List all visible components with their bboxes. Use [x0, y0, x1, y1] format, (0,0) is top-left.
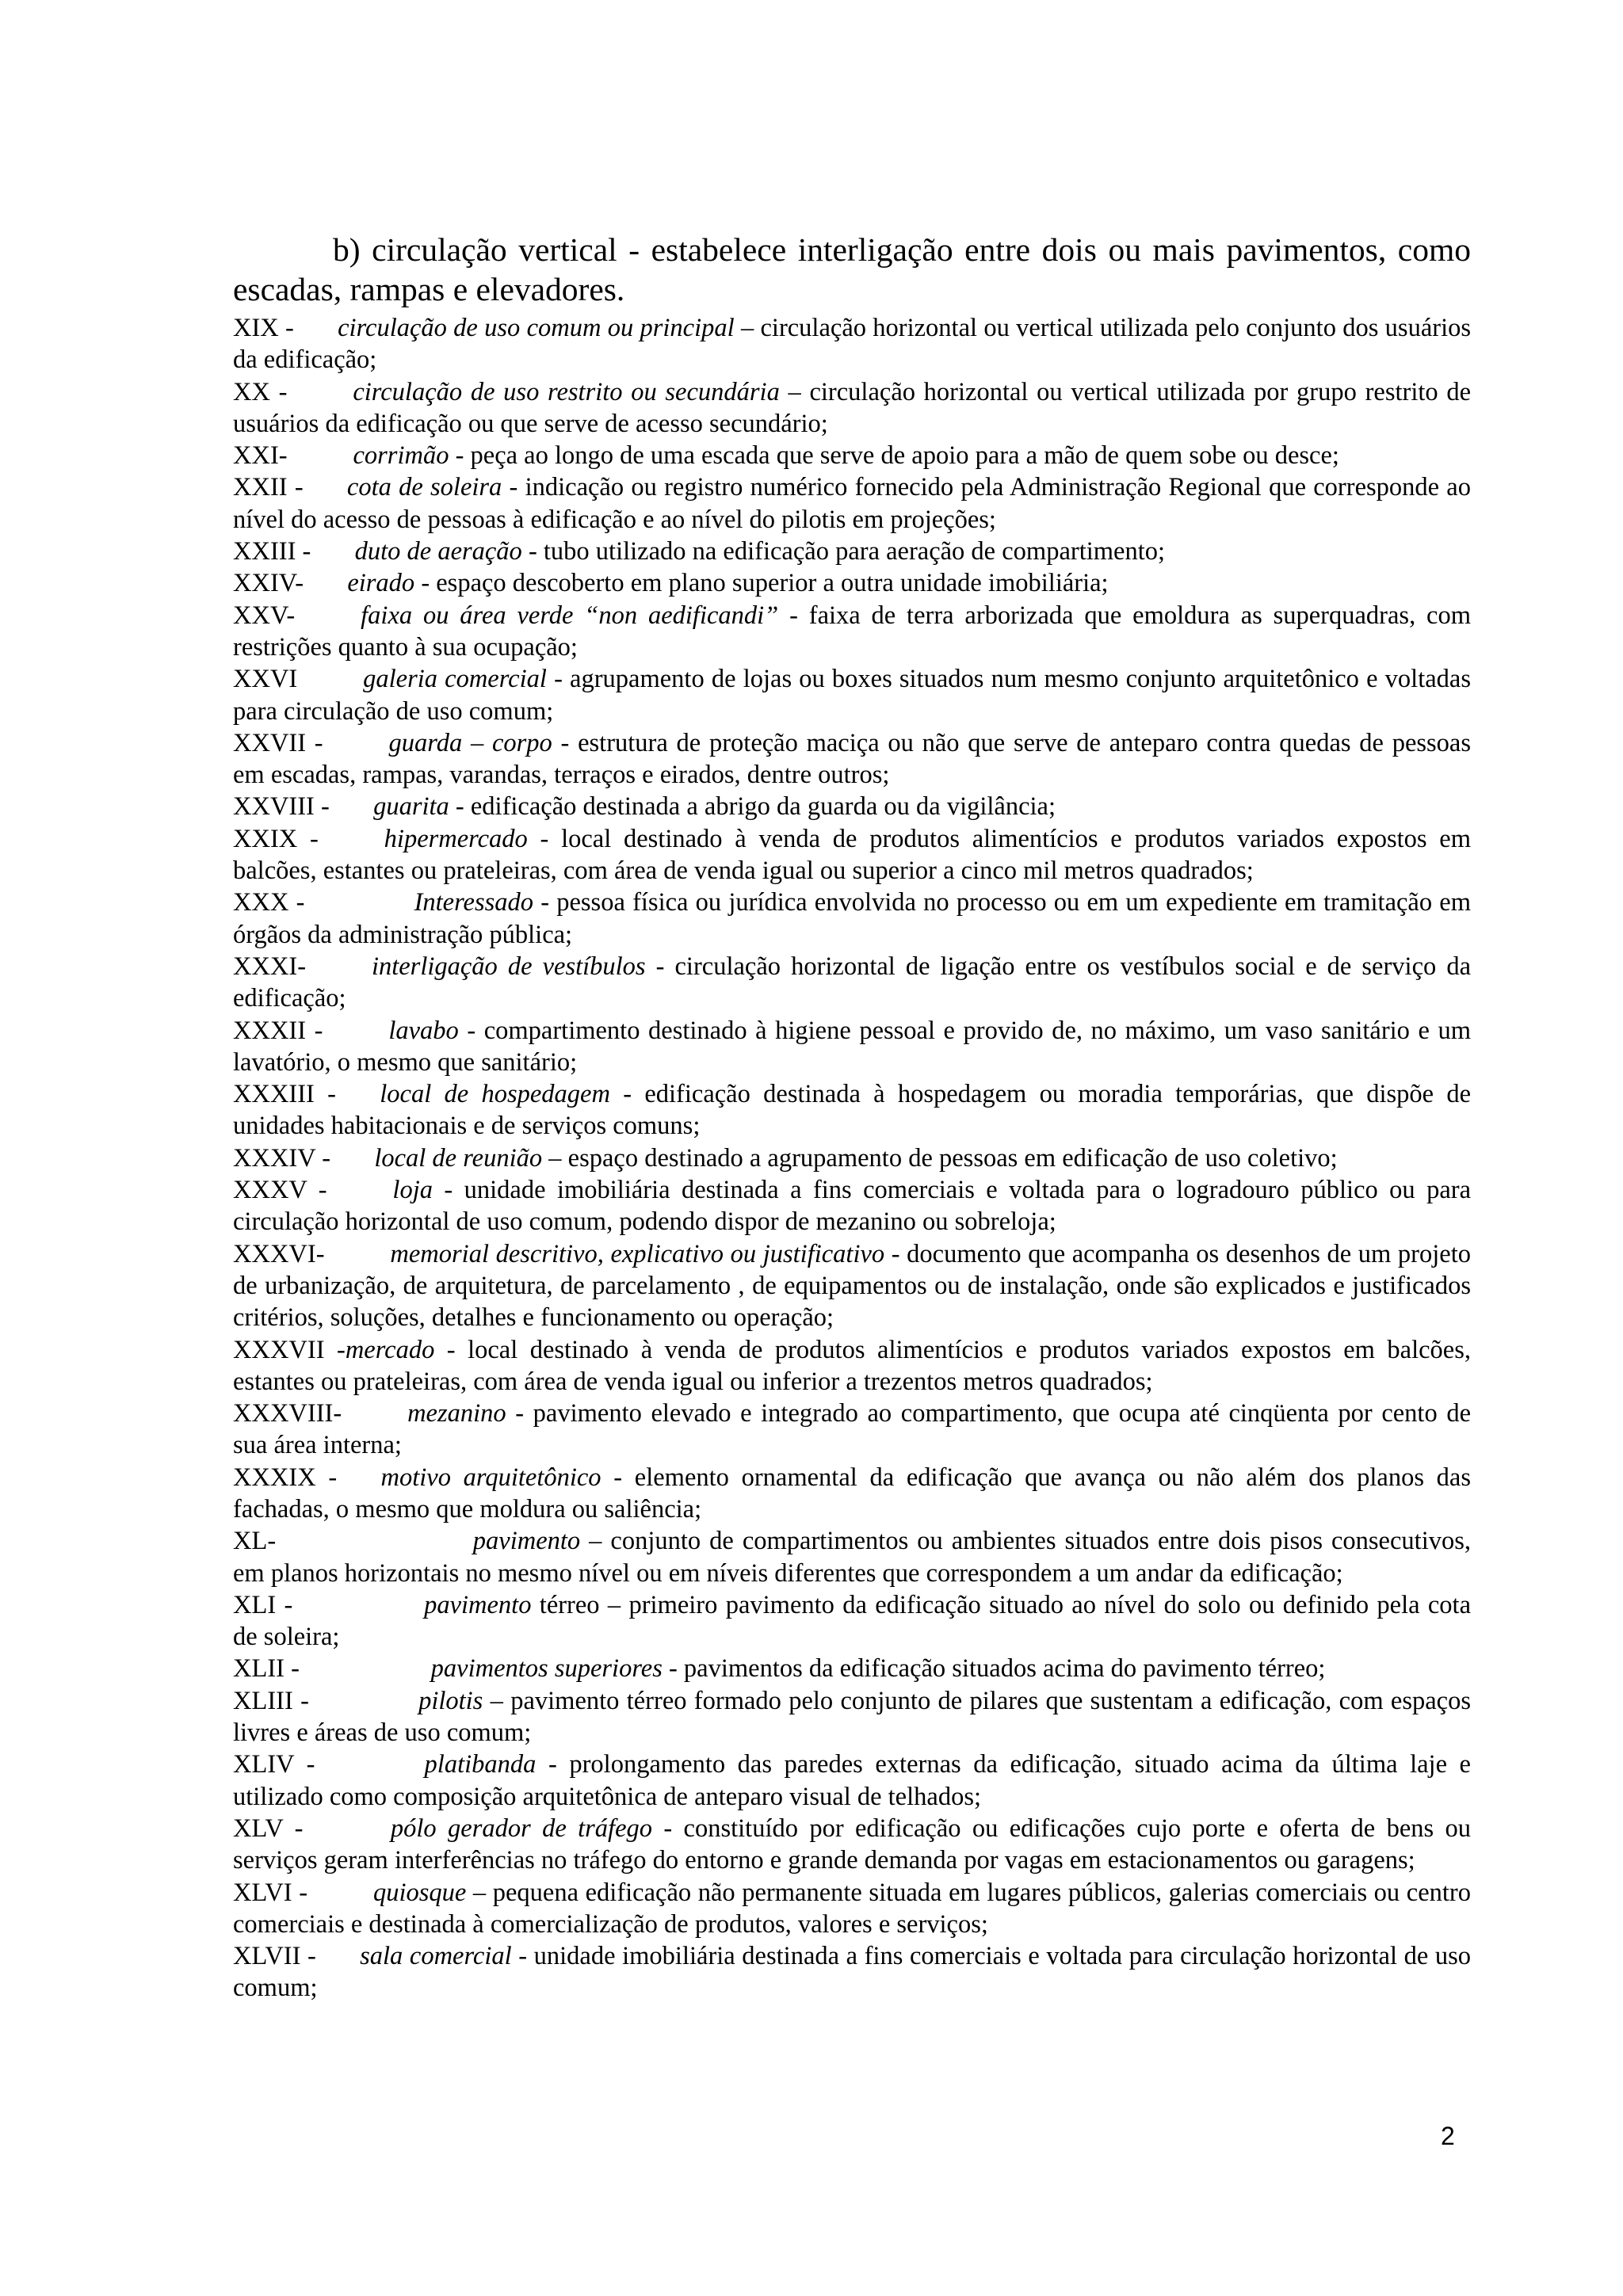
definition-term: interligação de vestíbulos: [371, 952, 646, 981]
definition-text: - estrutura de proteção maciça ou não que serve de anteparo contra quedas de pessoas em escadas, rampas, varandas, terraços e eirados, dentre outros;: [233, 728, 1471, 790]
definition-term: galeria comercial: [363, 665, 547, 694]
definitions-list: [233, 312, 1471, 2004]
definition-text: - pavimento elevado e integrado ao compartimento, que ocupa até cinqüenta por cento de sua área interna;: [233, 1399, 1471, 1460]
definition-item: [233, 536, 1471, 567]
definition-item: [233, 600, 1471, 664]
definition-term: quiosque: [372, 1878, 467, 1907]
definition-number: XLII -: [233, 1654, 300, 1684]
definition-number: XXII -: [233, 473, 304, 502]
definition-item: [233, 823, 1471, 887]
definition-item: [233, 887, 1471, 951]
definition-text: - edificação destinada à hospedagem ou moradia temporárias, que dispõe de unidades habitacionais e de serviços comuns;: [233, 1080, 1472, 1141]
definition-item: [233, 1653, 1471, 1684]
definition-term: pavimento: [472, 1527, 581, 1556]
definition-number: XXXIX -: [233, 1463, 338, 1492]
definition-number: XLIII -: [233, 1686, 309, 1715]
definition-term: motivo arquitetônico: [380, 1463, 601, 1492]
definition-number: XXXIV -: [233, 1143, 331, 1173]
definition-number: XLVII -: [233, 1942, 316, 1971]
definition-term: guarita: [373, 792, 449, 822]
definition-text: – pequena edificação não permanente situada em lugares públicos, galerias comerciais ou centro comerciais e destinada à comercialização de produtos, valores e serviços;: [233, 1878, 1471, 1939]
document-body: [233, 230, 1471, 2004]
intro-paragraph: b) circulação vertical - estabelece interligação entre dois ou mais pavimentos, como escadas, rampas e elevadores.: [233, 231, 1471, 307]
definition-number: XXVIII -: [233, 792, 330, 822]
page-number: 2: [1441, 2122, 1455, 2150]
definition-term: pavimentos superiores: [430, 1654, 663, 1684]
definition-item: [233, 1685, 1471, 1749]
definition-text: - local destinado à venda de produtos alimentícios e produtos variados expostos em balcões, estantes ou prateleiras, com área de venda igual ou inferior a trezentos metros quadrados;: [233, 1335, 1471, 1396]
definition-term: memorial descritivo, explicativo ou justificativo: [390, 1239, 885, 1268]
definition-number: XX -: [233, 377, 288, 406]
definition-text: - faixa de terra arborizada que emoldura as superquadras, com restrições quanto à sua ocupação;: [233, 601, 1471, 662]
definition-item: [233, 1015, 1471, 1079]
definition-item: [233, 1398, 1471, 1462]
definition-item: [233, 440, 1471, 471]
definition-item: [233, 1334, 1471, 1398]
definition-number: XXXIII -: [233, 1080, 336, 1109]
definition-number: XXXV -: [233, 1176, 327, 1205]
definition-term: mezanino: [407, 1399, 506, 1428]
definition-term: pilotis: [418, 1686, 483, 1715]
definition-text: – pavimento térreo formado pelo conjunto de pilares que sustentam a edificação, com espaços livres e áreas de uso comum;: [233, 1686, 1471, 1748]
definition-number: XXI-: [233, 441, 288, 471]
definition-number: XXX -: [233, 888, 305, 917]
definition-number: XXIII -: [233, 537, 311, 566]
definition-item: [233, 1174, 1471, 1238]
definition-term: Interessado: [414, 888, 534, 917]
definition-text: - tubo utilizado na edificação para aeração de compartimento;: [521, 537, 1166, 566]
definition-term: pavimento: [424, 1590, 532, 1619]
definition-item: [233, 1749, 1471, 1813]
definition-number: XL-: [233, 1527, 277, 1556]
definition-item: [233, 1238, 1471, 1334]
definition-number: XXXII -: [233, 1016, 323, 1045]
definition-item: [233, 1940, 1471, 2004]
definition-text: - local destinado à venda de produtos alimentícios e produtos variados expostos em balcões, estantes ou prateleiras, com área de venda igual ou superior a cinco mil metros quadrados;: [233, 824, 1471, 886]
definition-term: guarda – corpo: [388, 728, 552, 757]
definition-term: eirado: [347, 569, 415, 598]
definition-text: – conjunto de compartimentos ou ambientes situados entre dois pisos consecutivos, em planos horizontais no mesmo nível ou em níveis diferentes que correspondem a um andar da edificação;: [233, 1527, 1471, 1588]
definition-item: [233, 1813, 1471, 1877]
definition-text: - prolongamento das paredes externas da edificação, situado acima da última laje e utilizado como composição arquitetônica de anteparo visual de telhados;: [233, 1750, 1471, 1811]
definition-term: faixa ou área verde “non aedificandi”: [361, 601, 779, 630]
definition-text: - elemento ornamental da edificação que avança ou não além dos planos das fachadas, o mesmo que moldura ou saliência;: [233, 1463, 1471, 1524]
definition-number: XLIV -: [233, 1750, 315, 1779]
definition-item: [233, 376, 1471, 441]
definition-number: XLI -: [233, 1590, 293, 1619]
definition-item: [233, 663, 1471, 727]
definition-text: – espaço destinado a agrupamento de pessoas em edificação de uso coletivo;: [542, 1143, 1338, 1173]
definition-text: - peça ao longo de uma escada que serve de apoio para a mão de quem sobe ou desce;: [449, 441, 1339, 471]
definition-text: - edificação destinada a abrigo da guarda ou da vigilância;: [449, 792, 1056, 822]
definition-text: – circulação horizontal ou vertical utilizada por grupo restrito de usuários da edificação ou que serve de acesso secundário;: [233, 377, 1472, 438]
definition-text: - espaço descoberto em plano superior a outra unidade imobiliária;: [414, 569, 1109, 598]
definition-text: - constituído por edificação ou edificações cujo porte e oferta de bens ou serviços geram interferências no tráfego do entorno e grande demanda por vagas em estacionamentos ou garagens;: [233, 1814, 1471, 1875]
definition-term: local de hospedagem: [380, 1080, 610, 1109]
definition-item: [233, 567, 1471, 599]
definition-term: local de reunião: [374, 1143, 543, 1173]
definition-item: [233, 312, 1471, 376]
definition-text: - circulação horizontal de ligação entre os vestíbulos social e de serviço da edificação;: [233, 952, 1471, 1013]
definition-text: - indicação ou registro numérico fornecido pela Administração Regional que corresponde ao nível do acesso de pessoas à edificação e ao nível do pilotis em projeções;: [233, 473, 1471, 534]
definition-text: – circulação horizontal ou vertical utilizada pelo conjunto dos usuários da edificação;: [233, 314, 1471, 375]
definition-term: mercado: [345, 1335, 435, 1364]
definition-term: duto de aeração: [354, 537, 522, 566]
definition-item: [233, 471, 1471, 536]
definition-text: térreo – primeiro pavimento da edificação situado ao nível do solo ou definido pela cota de soleira;: [233, 1590, 1472, 1652]
definition-text: - documento que acompanha os desenhos de um projeto de urbanização, de arquitetura, de parcelamento , de equipamentos ou de instalação, onde são explicados e justificados critérios, soluções, detalhes e funcionamento ou operação;: [233, 1239, 1471, 1333]
definition-text: - agrupamento de lojas ou boxes situados num mesmo conjunto arquitetônico e voltadas para circulação de uso comum;: [233, 665, 1471, 726]
definition-number: XXXVII -: [233, 1335, 346, 1364]
definition-item: [233, 951, 1471, 1015]
definition-number: XXXVIII-: [233, 1399, 342, 1428]
definition-text: - unidade imobiliária destinada a fins comerciais e voltada para circulação horizontal de uso comum;: [233, 1942, 1471, 2003]
definition-item: [233, 1462, 1471, 1526]
definition-number: XLV -: [233, 1814, 304, 1843]
definition-text: - compartimento destinado à higiene pessoal e provido de, no máximo, um vaso sanitário e um lavatório, o mesmo que sanitário;: [233, 1016, 1471, 1077]
definition-term: pólo gerador de tráfego: [390, 1814, 653, 1843]
definition-number: XXVII -: [233, 728, 323, 757]
definition-number: XXVI: [233, 665, 298, 694]
definition-item: [233, 1078, 1471, 1142]
definition-term: hipermercado: [384, 824, 528, 853]
definition-term: loja: [392, 1176, 433, 1205]
definition-item: [233, 791, 1471, 822]
definition-term: cota de soleira: [346, 473, 502, 502]
definition-text: - pavimentos da edificação situados acima do pavimento térreo;: [662, 1654, 1326, 1684]
definition-number: XXIV-: [233, 569, 304, 598]
definition-item: [233, 1877, 1471, 1941]
definition-number: XXV-: [233, 601, 296, 630]
definition-term: platibanda: [424, 1750, 537, 1779]
definition-term: sala comercial: [360, 1942, 512, 1971]
definition-item: [233, 1589, 1471, 1653]
definition-item: [233, 1525, 1471, 1589]
definition-term: circulação de uso restrito ou secundária: [353, 377, 780, 406]
definition-term: corrimão: [353, 441, 449, 471]
definition-number: XLVI -: [233, 1878, 308, 1907]
definition-text: - pessoa física ou jurídica envolvida no processo ou em um expediente em tramitação em órgãos da administração pública;: [233, 888, 1472, 949]
definition-number: XXIX -: [233, 824, 319, 853]
definition-number: XIX -: [233, 314, 294, 342]
definition-term: circulação de uso comum ou principal: [338, 314, 735, 342]
definition-item: [233, 1142, 1471, 1174]
definition-number: XXXI-: [233, 952, 307, 981]
definition-text: - unidade imobiliária destinada a fins comerciais e voltada para o logradouro público ou para circulação horizontal de uso comum, podendo dispor de mezanino ou sobreloja;: [233, 1176, 1472, 1237]
definition-number: XXXVI-: [233, 1239, 325, 1268]
definition-item: [233, 727, 1471, 791]
definition-term: lavabo: [388, 1016, 459, 1045]
